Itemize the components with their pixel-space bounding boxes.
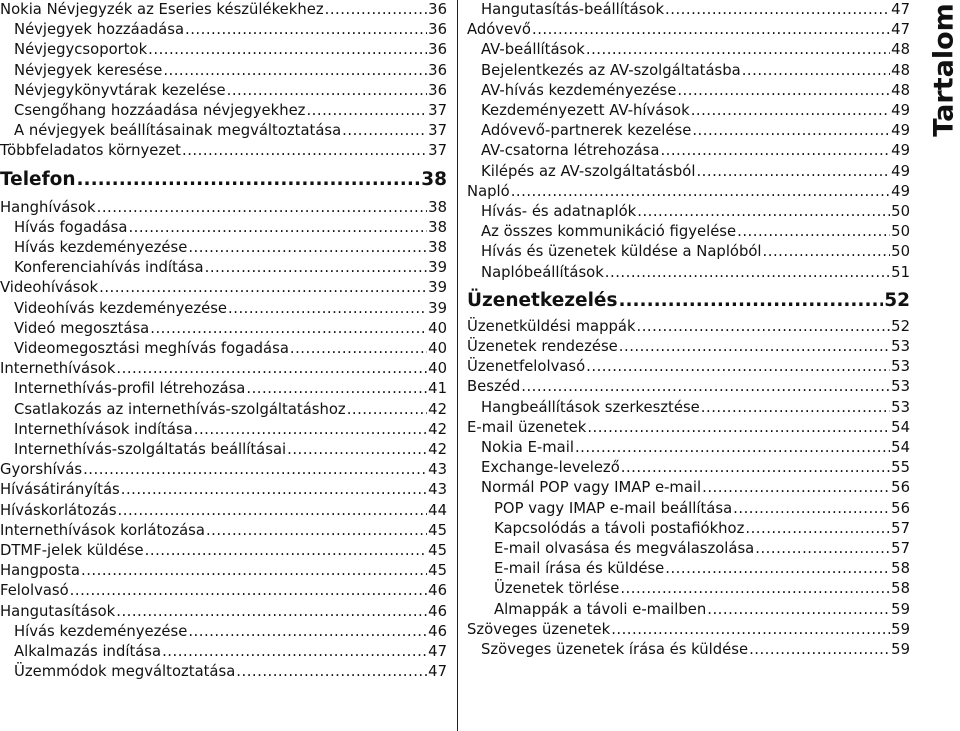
- toc-leader-dots: [116, 359, 427, 379]
- toc-entry-title: AV-beállítások: [481, 41, 585, 59]
- toc-entry[interactable]: [0, 642, 447, 662]
- toc-page-number: 38: [428, 198, 447, 216]
- toc-leader-dots: [755, 539, 890, 559]
- toc-page-number: 48: [891, 41, 910, 59]
- toc-leader-dots: [148, 40, 427, 60]
- toc-entry-title: Napló: [467, 182, 510, 200]
- toc-entry-title: Videohívás kezdeményezése: [14, 299, 228, 317]
- toc-entry-title: A névjegyek beállításainak megváltoztatása: [14, 122, 342, 140]
- toc-entry-title: Nokia Névjegyzék az Eseries készülékekhez: [0, 1, 324, 18]
- toc-entry[interactable]: [0, 480, 447, 500]
- toc-leader-dots: [707, 600, 890, 620]
- toc-leader-dots: [701, 398, 890, 418]
- toc-entry[interactable]: [0, 299, 447, 319]
- toc-entry-title: AV-hívás kezdeményezése: [481, 81, 677, 99]
- toc-page-number: 43: [428, 481, 447, 499]
- toc-entry-title: Almappák a távoli e-mailben: [494, 600, 707, 618]
- toc-page-number: 53: [891, 398, 910, 416]
- toc-entry[interactable]: [0, 521, 447, 541]
- toc-page-number: 47: [891, 21, 910, 39]
- toc-page-number: 36: [428, 21, 447, 39]
- toc-page-number: 39: [428, 259, 447, 277]
- toc-entry[interactable]: [467, 317, 910, 337]
- toc-entry-title: Üzenetkezelés: [467, 289, 618, 311]
- toc-page-number: 49: [891, 182, 910, 200]
- toc-entry[interactable]: [467, 478, 910, 498]
- toc-page-number: 53: [891, 358, 910, 376]
- toc-page-number: 50: [891, 223, 910, 241]
- toc-entry-title: Csengőhang hozzáadása névjegyekhez: [14, 102, 306, 119]
- toc-page-number: 52: [884, 289, 910, 311]
- toc-leader-dots: [70, 581, 427, 601]
- toc-page-number: 54: [891, 439, 910, 456]
- toc-entry-title: Alkalmazás indítása: [14, 643, 162, 660]
- toc-leader-dots: [621, 458, 890, 478]
- toc-leader-dots: [605, 263, 890, 283]
- toc-entry-title: Bejelentkezés az AV-szolgáltatásba: [481, 61, 741, 79]
- toc-page-number: 53: [891, 338, 910, 355]
- toc-leader-dots: [306, 101, 427, 121]
- toc-entry[interactable]: [467, 600, 910, 620]
- toc-entry-title: POP vagy IMAP e-mail beállítása: [494, 499, 733, 517]
- toc-leader-dots: [611, 620, 890, 640]
- column-divider: [457, 0, 458, 731]
- toc-leader-dots: [575, 438, 890, 458]
- toc-entry-title: Többfeladatos környezet: [0, 142, 181, 160]
- toc-entry-title: Hívás kezdeményezése: [14, 622, 188, 640]
- toc-entry-title: Normál POP vagy IMAP e-mail: [481, 479, 702, 497]
- toc-entry-title: Hívás és üzenetek küldése a Naplóból: [481, 243, 762, 261]
- toc-leader-dots: [287, 440, 427, 460]
- toc-entry[interactable]: [0, 198, 447, 218]
- toc-page-number: 42: [428, 400, 447, 418]
- toc-leader-dots: [188, 238, 427, 258]
- toc-entry[interactable]: [0, 581, 447, 601]
- toc-entry[interactable]: [0, 501, 447, 521]
- toc-entry-title: Kilépés az AV-szolgáltatásból: [481, 162, 696, 180]
- toc-leader-dots: [325, 0, 428, 20]
- toc-page-number: 49: [891, 142, 910, 160]
- toc-entry-title: Hívás- és adatnaplók: [481, 203, 637, 220]
- toc-page-number: 38: [421, 168, 447, 190]
- toc-entry[interactable]: [467, 121, 910, 141]
- toc-leader-dots: [163, 61, 427, 81]
- toc-entry-title: Videohívások: [0, 279, 99, 297]
- toc-leader-dots: [637, 317, 891, 337]
- toc-leader-dots: [532, 20, 890, 40]
- toc-page-number: 56: [891, 479, 910, 497]
- toc-page-number: 36: [428, 61, 447, 79]
- toc-page-number: 50: [891, 243, 910, 261]
- toc-entry[interactable]: [467, 458, 910, 478]
- toc-entry-title: Telefon: [0, 168, 76, 190]
- toc-page-number: 47: [428, 643, 447, 660]
- toc-entry[interactable]: [467, 222, 910, 242]
- toc-entry-title: Nokia E-mail: [481, 439, 574, 456]
- toc-entry[interactable]: [0, 101, 447, 121]
- toc-section-heading[interactable]: [467, 289, 910, 313]
- toc-entry[interactable]: [467, 337, 910, 357]
- toc-entry-title: Üzemmódok megváltoztatása: [14, 663, 236, 681]
- toc-entry-title: Csatlakozás az internethívás-szolgáltatáshoz: [14, 400, 346, 418]
- toc-leader-dots: [342, 121, 427, 141]
- toc-entry-title: Kezdeményezett AV-hívások: [481, 102, 690, 119]
- toc-leader-dots: [118, 501, 428, 521]
- toc-leader-dots: [83, 460, 427, 480]
- toc-page-number: 52: [891, 317, 910, 335]
- toc-page-number: 36: [428, 1, 447, 18]
- toc-entry[interactable]: [0, 238, 447, 258]
- toc-entry-title: Üzenetfelolvasó: [467, 358, 586, 376]
- toc-entry-title: Konferenciahívás indítása: [14, 259, 204, 277]
- toc-leader-dots: [128, 218, 427, 238]
- toc-entry-title: Szöveges üzenetek: [467, 620, 611, 638]
- toc-entry[interactable]: [0, 440, 447, 460]
- toc-entry-title: Internethívások: [0, 360, 116, 378]
- toc-leader-dots: [763, 242, 891, 262]
- toc-entry-title: Adóvevő-partnerek kezelése: [481, 122, 692, 140]
- toc-entry-title: Gyorshívás: [0, 461, 83, 479]
- toc-leader-dots: [228, 299, 427, 319]
- toc-page-number: 59: [891, 620, 910, 638]
- toc-leader-dots: [206, 521, 427, 541]
- toc-entry-title: E-mail üzenetek: [467, 418, 587, 436]
- toc-entry[interactable]: [467, 40, 910, 60]
- toc-entry[interactable]: [0, 40, 447, 60]
- toc-page-number: 51: [891, 263, 910, 281]
- toc-entry-title: Hanghívások: [0, 198, 96, 216]
- toc-leader-dots: [620, 579, 890, 599]
- toc-entry[interactable]: [467, 438, 910, 458]
- toc-entry[interactable]: [0, 602, 447, 622]
- toc-entry-title: Hangutasítások: [0, 602, 116, 620]
- toc-leader-dots: [97, 198, 428, 218]
- toc-entry-title: Névjegycsoportok: [14, 41, 148, 59]
- toc-entry[interactable]: [467, 377, 910, 397]
- toc-entry[interactable]: [0, 20, 447, 40]
- toc-leader-dots: [737, 222, 890, 242]
- toc-entry[interactable]: [0, 541, 447, 561]
- toc-entry[interactable]: [0, 339, 447, 359]
- toc-leader-dots: [347, 400, 427, 420]
- toc-page-number: 37: [428, 122, 447, 140]
- toc-entry-title: Internethívások korlátozása: [0, 521, 205, 539]
- page-label: Tartalom: [928, 3, 960, 137]
- toc-leader-dots: [586, 40, 890, 60]
- toc-entry-title: Hangutasítás-beállítások: [481, 1, 665, 18]
- toc-entry[interactable]: [0, 141, 447, 161]
- toc-entry-title: Üzenetek rendezése: [467, 338, 618, 355]
- toc-entry[interactable]: [467, 61, 910, 81]
- toc-entry[interactable]: [0, 460, 447, 480]
- toc-page-number: 59: [891, 600, 910, 618]
- toc-leader-dots: [742, 61, 890, 81]
- toc-page-number: 43: [428, 461, 447, 479]
- toc-leader-dots: [162, 642, 427, 662]
- toc-entry-title: Üzenetküldési mappák: [467, 317, 636, 335]
- toc-entry[interactable]: [467, 579, 910, 599]
- toc-leader-dots: [665, 559, 890, 579]
- page-label-tab: [929, 0, 960, 731]
- toc-page-number: 58: [891, 560, 910, 578]
- toc-leader-dots: [692, 121, 890, 141]
- toc-entry[interactable]: [467, 263, 910, 283]
- toc-leader-dots: [182, 141, 427, 161]
- toc-entry-title: Internethívás-profil létrehozása: [14, 380, 246, 398]
- toc-entry-title: Hívás kezdeményezése: [14, 239, 188, 256]
- toc-entry[interactable]: [467, 539, 910, 559]
- toc-leader-dots: [81, 561, 427, 581]
- toc-leader-dots: [749, 640, 890, 660]
- toc-leader-dots: [665, 0, 890, 20]
- toc-leader-dots: [99, 278, 427, 298]
- toc-entry[interactable]: [467, 20, 910, 40]
- toc-entry-title: Videó megosztása: [14, 319, 150, 337]
- toc-page-number: 39: [428, 279, 447, 297]
- toc-entry[interactable]: [0, 0, 447, 20]
- toc-page-number: 46: [428, 622, 447, 640]
- toc-page-number: 59: [891, 641, 910, 658]
- toc-entry[interactable]: [0, 379, 447, 399]
- toc-leader-dots: [227, 81, 428, 101]
- toc-leader-dots: [677, 81, 890, 101]
- toc-page-number: 36: [428, 41, 447, 59]
- toc-entry[interactable]: [0, 400, 447, 420]
- toc-leader-dots: [733, 499, 890, 519]
- toc-entry[interactable]: [0, 319, 447, 339]
- toc-page-number: 40: [428, 340, 447, 357]
- toc-page-number: 55: [891, 459, 910, 477]
- toc-leader-dots: [587, 418, 890, 438]
- toc-entry[interactable]: [0, 278, 447, 298]
- toc-entry[interactable]: [467, 519, 910, 539]
- toc-page-number: 39: [428, 299, 447, 317]
- toc-entry[interactable]: [467, 640, 910, 660]
- toc-entry[interactable]: [0, 622, 447, 642]
- toc-entry[interactable]: [467, 202, 910, 222]
- toc-leader-dots: [637, 202, 890, 222]
- toc-entry-title: Felolvasó: [0, 582, 69, 600]
- toc-page-number: 36: [428, 81, 447, 99]
- toc-entry-title: Névjegyek hozzáadása: [14, 21, 185, 39]
- toc-entry[interactable]: [0, 121, 447, 141]
- toc-page-number: 58: [891, 580, 910, 598]
- toc-leader-dots: [236, 662, 427, 682]
- toc-section-heading[interactable]: [0, 168, 447, 192]
- toc-entry-title: Hívásátirányítás: [0, 481, 120, 499]
- toc-page-number: 56: [891, 499, 910, 517]
- toc-entry[interactable]: [0, 218, 447, 238]
- toc-page-number: 47: [891, 1, 910, 18]
- toc-leader-dots: [619, 337, 890, 357]
- toc-entry[interactable]: [467, 499, 910, 519]
- toc-entry[interactable]: [0, 359, 447, 379]
- toc-entry[interactable]: [0, 81, 447, 101]
- toc-entry-title: Híváskorlátozás: [0, 501, 117, 519]
- toc-page-number: 46: [428, 582, 447, 600]
- toc-page-number: 49: [891, 102, 910, 119]
- toc-entry[interactable]: [0, 61, 447, 81]
- toc-leader-dots: [145, 541, 427, 561]
- toc-page-number: 50: [891, 203, 910, 220]
- toc-page-number: 40: [428, 319, 447, 337]
- toc-entry-title: Internethívások indítása: [14, 420, 193, 438]
- toc-entry[interactable]: [467, 0, 910, 20]
- toc-page-number: 49: [891, 122, 910, 140]
- toc-entry[interactable]: [467, 162, 910, 182]
- toc-page-number: 38: [428, 218, 447, 236]
- toc-entry-title: Névjegyek keresése: [14, 61, 163, 79]
- toc-leader-dots: [660, 141, 890, 161]
- toc-page-number: 48: [891, 61, 910, 79]
- toc-leader-dots: [116, 602, 427, 622]
- toc-entry[interactable]: [0, 420, 447, 440]
- toc-page-number: 37: [428, 102, 447, 119]
- toc-page-number: 37: [428, 142, 447, 160]
- toc-entry[interactable]: [467, 418, 910, 438]
- toc-page-number: 45: [428, 542, 447, 559]
- toc-page-number: 46: [428, 602, 447, 620]
- toc-entry-title: DTMF-jelek küldése: [0, 542, 144, 559]
- toc-entry[interactable]: [467, 81, 910, 101]
- toc-leader-dots: [246, 379, 427, 399]
- toc-entry-title: Üzenetek törlése: [494, 580, 620, 598]
- toc-entry[interactable]: [467, 242, 910, 262]
- toc-entry-title: Videomegosztási meghívás fogadása: [14, 340, 289, 357]
- toc-page-number: 47: [428, 663, 447, 681]
- toc-entry[interactable]: [0, 258, 447, 278]
- toc-leader-dots: [188, 622, 427, 642]
- toc-entry[interactable]: [467, 559, 910, 579]
- toc-entry-title: E-mail írása és küldése: [494, 560, 665, 578]
- toc-leader-dots: [205, 258, 428, 278]
- toc-entry[interactable]: [467, 141, 910, 161]
- toc-page-number: 54: [891, 418, 910, 436]
- toc-leader-dots: [691, 101, 890, 121]
- toc-page-number: 44: [428, 501, 447, 519]
- toc-page-number: 38: [428, 239, 447, 256]
- toc-page-number: 42: [428, 420, 447, 438]
- toc-leader-dots: [696, 162, 890, 182]
- toc-entry-title: Beszéd: [467, 378, 521, 396]
- toc-entry-title: Névjegykönyvtárak kezelése: [14, 81, 226, 99]
- toc-leader-dots: [586, 357, 890, 377]
- toc-leader-dots: [511, 182, 890, 202]
- toc-leader-dots: [121, 480, 427, 500]
- toc-leader-dots: [702, 478, 890, 498]
- toc-entry-title: Exchange-levelező: [481, 459, 620, 477]
- toc-leader-dots: [290, 339, 427, 359]
- toc-page-number: 45: [428, 521, 447, 539]
- toc-leader-dots: [194, 420, 427, 440]
- toc-leader-dots: [150, 319, 427, 339]
- toc-entry-title: AV-csatorna létrehozása: [481, 142, 660, 160]
- toc-page-number: 40: [428, 360, 447, 378]
- toc-page-number: 53: [891, 378, 910, 396]
- toc-entry-title: Naplóbeállítások: [481, 263, 604, 281]
- toc-page-number: 41: [428, 380, 447, 398]
- toc-entry[interactable]: [467, 398, 910, 418]
- toc-page-number: 57: [891, 519, 910, 537]
- toc-entry-title: Adóvevő: [467, 21, 531, 39]
- toc-entry[interactable]: [467, 620, 910, 640]
- toc-entry-title: Hívás fogadása: [14, 218, 128, 236]
- toc-entry[interactable]: [467, 357, 910, 377]
- toc-entry-title: Hangposta: [0, 562, 80, 580]
- toc-entry[interactable]: [467, 182, 910, 202]
- toc-leader-dots: [745, 519, 890, 539]
- toc-entry[interactable]: [0, 561, 447, 581]
- toc-entry-title: E-mail olvasása és megválaszolása: [494, 540, 755, 557]
- toc-leader-dots: [185, 20, 427, 40]
- toc-entry[interactable]: [0, 662, 447, 682]
- toc-leader-dots: [618, 289, 883, 313]
- toc-entry-title: Hangbeállítások szerkesztése: [481, 398, 700, 416]
- toc-page-number: 49: [891, 162, 910, 180]
- toc-entry[interactable]: [467, 101, 910, 121]
- toc-leader-dots: [77, 168, 421, 192]
- toc-entry-title: Internethívás-szolgáltatás beállításai: [14, 441, 287, 458]
- toc-entry-title: Szöveges üzenetek írása és küldése: [481, 641, 749, 658]
- toc-leader-dots: [521, 377, 890, 397]
- toc-page-number: 57: [891, 540, 910, 557]
- toc-entry-title: Az összes kommunikáció figyelése: [481, 223, 737, 241]
- toc-entry-title: Kapcsolódás a távoli postafiókhoz: [494, 519, 745, 537]
- toc-page-number: 48: [891, 81, 910, 99]
- toc-page-number: 45: [428, 562, 447, 580]
- toc-page-number: 42: [428, 441, 447, 458]
